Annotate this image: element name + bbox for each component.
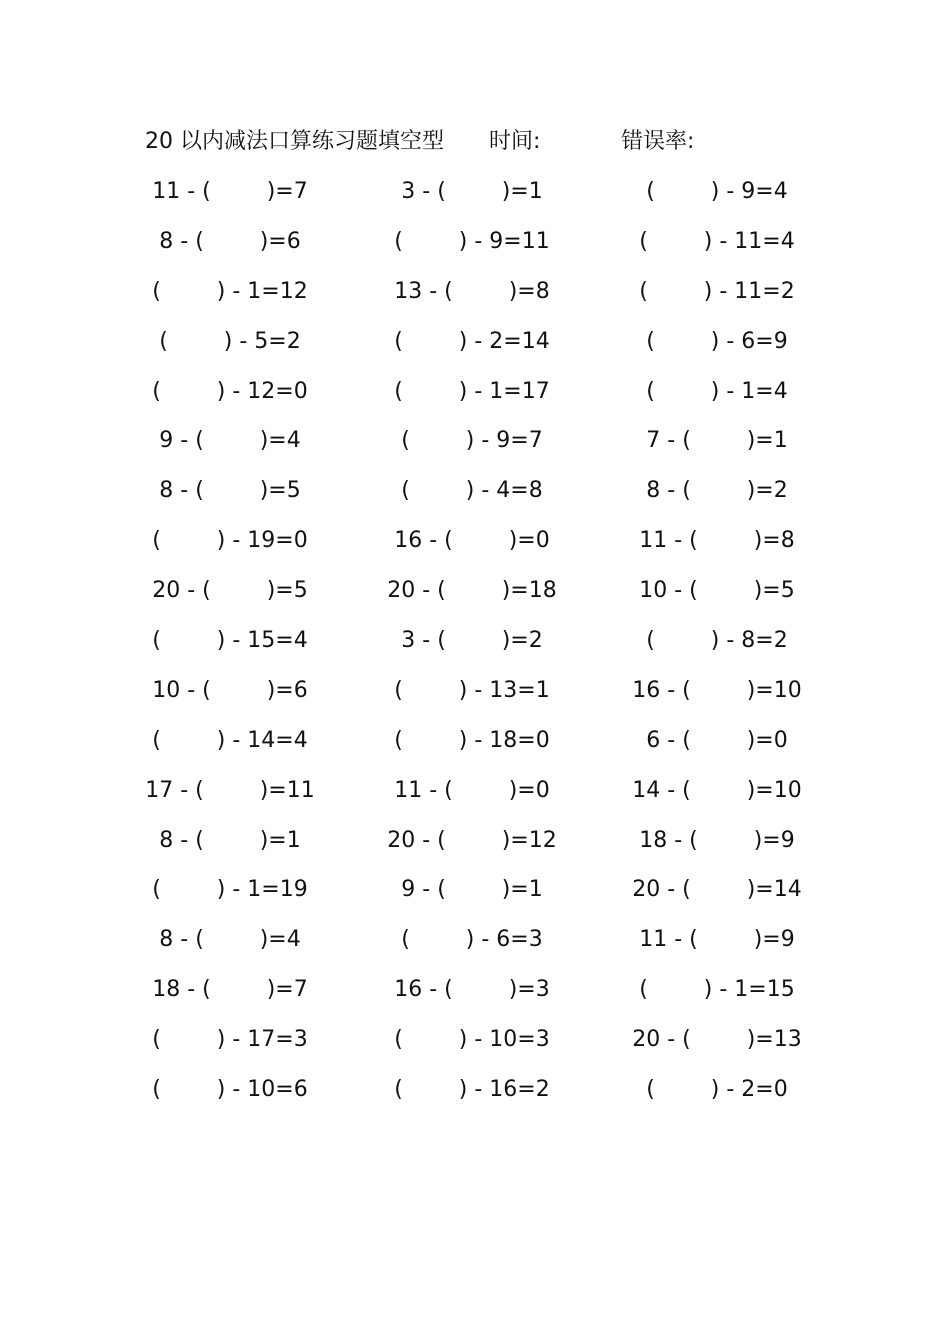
problem-cell: 8 - ( )=6 xyxy=(159,228,301,254)
problem-cell: ( ) - 17=3 xyxy=(152,1027,308,1053)
problem-cell: 18 - ( )=9 xyxy=(639,827,795,853)
problem-cell: 8 - ( )=2 xyxy=(646,478,788,504)
problem-cell: 20 - ( )=12 xyxy=(387,827,557,853)
problem-cell: ( ) - 6=3 xyxy=(401,927,543,953)
problem-cell: 16 - ( )=10 xyxy=(632,677,802,703)
problem-cell: ( ) - 11=4 xyxy=(639,228,795,254)
problem-cell: ( ) - 13=1 xyxy=(394,677,550,703)
problem-cell: 20 - ( )=14 xyxy=(632,877,802,903)
problem-cell: 20 - ( )=18 xyxy=(387,578,557,604)
problem-cell: 11 - ( )=9 xyxy=(639,927,795,953)
problem-cell: 11 - ( )=0 xyxy=(394,777,550,803)
problem-cell: 20 - ( )=5 xyxy=(152,578,308,604)
problem-cell: ( ) - 1=17 xyxy=(394,378,550,404)
problem-row xyxy=(0,273,950,323)
problem-cell: 8 - ( )=1 xyxy=(159,827,301,853)
problem-row xyxy=(0,822,950,872)
problem-row xyxy=(0,722,950,772)
problem-cell: ( ) - 8=2 xyxy=(646,628,788,654)
problem-cell: ( ) - 1=15 xyxy=(639,977,795,1003)
problem-cell: ( ) - 2=0 xyxy=(646,1077,788,1103)
problem-row xyxy=(0,772,950,822)
problem-cell: 11 - ( )=7 xyxy=(152,179,308,204)
problem-cell: 20 - ( )=13 xyxy=(632,1027,802,1053)
problem-row xyxy=(0,173,950,223)
error-rate-label: 错误率: xyxy=(621,129,695,154)
problem-row xyxy=(0,472,950,522)
problem-row xyxy=(0,622,950,672)
problem-cell: ( ) - 15=4 xyxy=(152,628,308,654)
problem-cell: 16 - ( )=3 xyxy=(394,977,550,1003)
problem-cell: ( ) - 16=2 xyxy=(394,1077,550,1103)
problem-grid xyxy=(0,173,950,1121)
problem-cell: 8 - ( )=5 xyxy=(159,478,301,504)
problem-row xyxy=(0,672,950,722)
problem-row xyxy=(0,871,950,921)
problem-row xyxy=(0,971,950,1021)
problem-cell: ( ) - 19=0 xyxy=(152,528,308,554)
problem-row xyxy=(0,1021,950,1071)
problem-row xyxy=(0,572,950,622)
problem-cell: 3 - ( )=2 xyxy=(401,628,543,654)
problem-cell: ( ) - 9=11 xyxy=(394,228,550,254)
time-label: 时间: xyxy=(489,129,541,154)
problem-cell: ( ) - 1=4 xyxy=(646,378,788,404)
problem-row xyxy=(0,373,950,423)
problem-cell: ( ) - 14=4 xyxy=(152,727,308,753)
problem-row xyxy=(0,522,950,572)
problem-cell: ( ) - 10=6 xyxy=(152,1077,308,1103)
problem-cell: 14 - ( )=10 xyxy=(632,777,802,803)
problem-cell: 9 - ( )=1 xyxy=(401,877,543,903)
problem-cell: ( ) - 1=19 xyxy=(152,877,308,903)
problem-row xyxy=(0,1071,950,1121)
problem-cell: 17 - ( )=11 xyxy=(145,777,315,803)
problem-row xyxy=(0,223,950,273)
problem-row xyxy=(0,921,950,971)
problem-cell: ( ) - 4=8 xyxy=(401,478,543,504)
problem-cell: 10 - ( )=6 xyxy=(152,677,308,703)
problem-cell: 6 - ( )=0 xyxy=(646,727,788,753)
problem-cell: 13 - ( )=8 xyxy=(394,278,550,304)
worksheet-title: 20 以内减法口算练习题填空型 xyxy=(145,129,444,154)
problem-cell: ( ) - 6=9 xyxy=(646,328,788,354)
problem-cell: 7 - ( )=1 xyxy=(646,428,788,454)
problem-cell: ( ) - 9=7 xyxy=(401,428,543,454)
problem-cell: ( ) - 18=0 xyxy=(394,727,550,753)
problem-cell: ( ) - 11=2 xyxy=(639,278,795,304)
problem-cell: ( ) - 10=3 xyxy=(394,1027,550,1053)
problem-cell: 10 - ( )=5 xyxy=(639,578,795,604)
problem-row xyxy=(0,422,950,472)
problem-cell: 18 - ( )=7 xyxy=(152,977,308,1003)
problem-cell: 3 - ( )=1 xyxy=(401,179,543,204)
problem-cell: ( ) - 1=12 xyxy=(152,278,308,304)
problem-cell: 9 - ( )=4 xyxy=(159,428,301,454)
problem-row xyxy=(0,323,950,373)
problem-cell: ( ) - 2=14 xyxy=(394,328,550,354)
problem-cell: ( ) - 12=0 xyxy=(152,378,308,404)
problem-cell: ( ) - 9=4 xyxy=(646,179,788,204)
problem-cell: ( ) - 5=2 xyxy=(159,328,301,354)
problem-cell: 11 - ( )=8 xyxy=(639,528,795,554)
problem-cell: 16 - ( )=0 xyxy=(394,528,550,554)
problem-cell: 8 - ( )=4 xyxy=(159,927,301,953)
